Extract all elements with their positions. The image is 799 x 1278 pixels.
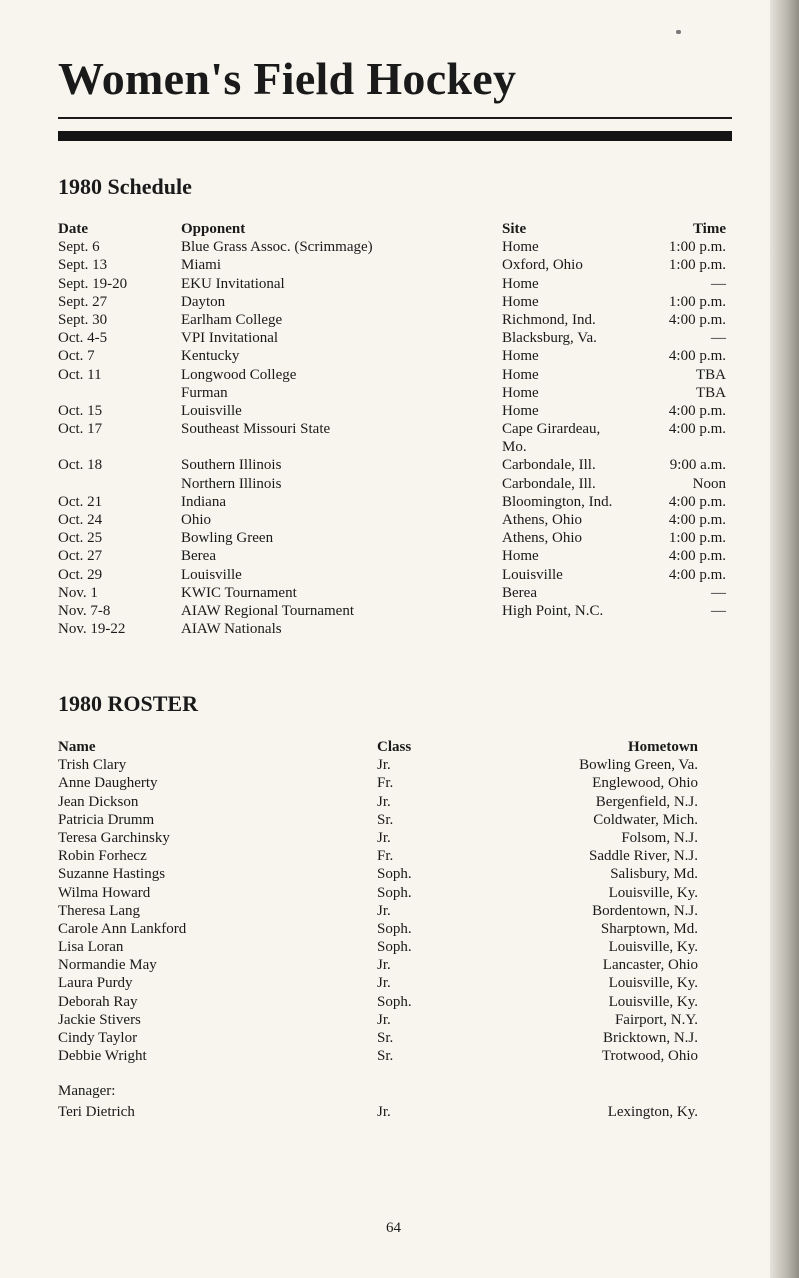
player-name: Deborah Ray [58, 993, 138, 1010]
manager-section [58, 1082, 698, 1121]
schedule-table [58, 220, 726, 638]
schedule-opponent: Southern Illinois [181, 457, 282, 474]
schedule-heading: 1980 Schedule [58, 174, 192, 199]
schedule-row [58, 620, 726, 638]
schedule-site: Louisville [502, 566, 563, 583]
schedule-site: Home [502, 239, 539, 256]
schedule-date: Oct. 7 [58, 348, 95, 365]
roster-row [58, 756, 698, 774]
schedule-date: Nov. 1 [58, 584, 98, 601]
player-name: Jackie Stivers [58, 1011, 141, 1028]
roster-row [58, 1029, 698, 1047]
schedule-date: Oct. 11 [58, 366, 102, 383]
manager-label: Manager: [58, 1083, 116, 1099]
roster-row [58, 865, 698, 883]
schedule-date: Sept. 13 [58, 257, 108, 274]
schedule-site: Home [502, 366, 539, 383]
schedule-opponent: Miami [181, 257, 221, 274]
schedule-row [58, 566, 726, 584]
roster-row [58, 793, 698, 811]
schedule-opponent: Bowling Green [181, 530, 274, 547]
column-header-class: Class [377, 739, 412, 755]
schedule-date: Oct. 17 [58, 421, 103, 438]
schedule-date: Oct. 18 [58, 457, 103, 474]
page-title: Women's Field Hockey [58, 53, 517, 104]
schedule-date: Oct. 27 [58, 548, 103, 565]
player-name: Lisa Loran [58, 939, 124, 956]
schedule-time: 4:00 p.m. [668, 493, 726, 510]
schedule-row [58, 402, 726, 420]
schedule-date: Oct. 21 [58, 493, 103, 510]
player-class: Fr. [377, 775, 394, 792]
player-name: Suzanne Hastings [58, 866, 166, 883]
schedule-opponent: Dayton [181, 293, 226, 310]
schedule-site: Oxford, Ohio [502, 257, 583, 274]
schedule-site: Home [502, 384, 539, 401]
roster-row [58, 920, 698, 938]
schedule-opponent: Louisville [181, 402, 242, 419]
schedule-site: Blacksburg, Va. [502, 330, 597, 347]
player-class: Soph. [377, 939, 412, 956]
schedule-site: Richmond, Ind. [502, 311, 596, 328]
schedule-time: 1:00 p.m. [668, 293, 726, 310]
roster-row [58, 1011, 698, 1029]
manager-class: Jr. [377, 1104, 391, 1120]
column-header-name: Name [58, 739, 96, 755]
schedule-row [58, 293, 726, 311]
column-header-time: Time [692, 221, 726, 237]
schedule-row [58, 256, 726, 274]
schedule-date: Oct. 24 [58, 512, 103, 529]
player-hometown: Coldwater, Mich. [593, 811, 698, 828]
player-hometown: Bricktown, N.J. [603, 1030, 698, 1046]
schedule-site: High Point, N.C. [502, 602, 604, 619]
schedule-date: Sept. 6 [58, 239, 100, 256]
player-class: Jr. [377, 829, 391, 846]
roster-heading: 1980 ROSTER [58, 691, 198, 716]
schedule-time: 4:00 p.m. [668, 402, 726, 419]
schedule-row [58, 238, 726, 256]
schedule-date: Sept. 19-20 [58, 275, 128, 292]
schedule-time: 4:00 p.m. [668, 548, 726, 565]
schedule-date: Oct. 15 [58, 402, 103, 419]
schedule-row [58, 329, 726, 347]
player-name: Laura Purdy [58, 975, 133, 992]
schedule-row [58, 511, 726, 529]
manager-row [58, 1103, 698, 1121]
roster-row [58, 938, 698, 956]
schedule-row [58, 584, 726, 602]
schedule-opponent: EKU Invitational [181, 275, 285, 292]
roster-header-row [58, 738, 698, 756]
schedule-row [58, 456, 726, 474]
schedule-site: Athens, Ohio [502, 512, 582, 529]
player-class: Soph. [377, 866, 412, 883]
roster-row [58, 847, 698, 865]
player-name: Normandie May [58, 957, 157, 974]
schedule-opponent: Longwood College [181, 366, 297, 383]
schedule-time: — [711, 275, 726, 292]
schedule-row [58, 493, 726, 511]
schedule-time: — [711, 584, 726, 601]
schedule-time: — [711, 330, 726, 347]
title-rule-thin [58, 117, 732, 119]
player-hometown: Sharptown, Md. [600, 920, 698, 937]
schedule-opponent: Earlham College [181, 311, 283, 328]
schedule-opponent: Blue Grass Assoc. (Scrimmage) [181, 239, 373, 256]
player-class: Jr. [377, 757, 391, 774]
schedule-opponent: AIAW Nationals [181, 621, 282, 638]
player-class: Sr. [377, 1048, 394, 1065]
schedule-site: Home [502, 348, 539, 365]
player-class: Jr. [377, 975, 391, 992]
schedule-time: Noon [692, 475, 726, 492]
player-name: Trish Clary [58, 757, 127, 774]
schedule-opponent: Northern Illinois [181, 475, 282, 492]
player-class: Soph. [377, 920, 412, 937]
player-name: Teresa Garchinsky [58, 829, 170, 846]
player-name: Anne Daugherty [58, 775, 158, 792]
roster-table [58, 738, 698, 1065]
schedule-site: Home [502, 548, 539, 565]
manager-hometown: Lexington, Ky. [607, 1104, 698, 1120]
schedule-rows [58, 238, 726, 638]
schedule-date: Sept. 27 [58, 293, 108, 310]
player-hometown: Englewood, Ohio [592, 775, 698, 792]
schedule-site: Cape Girardeau, [502, 421, 601, 438]
schedule-site: Carbondale, Ill. [502, 457, 596, 474]
schedule-time: 1:00 p.m. [668, 257, 726, 274]
schedule-time: 4:00 p.m. [668, 348, 726, 365]
column-header-site: Site [502, 221, 527, 237]
player-name: Theresa Lang [58, 902, 141, 919]
roster-row [58, 956, 698, 974]
schedule-time: 1:00 p.m. [668, 239, 726, 256]
player-class: Jr. [377, 957, 391, 974]
player-class: Jr. [377, 1011, 391, 1028]
schedule-header-row [58, 220, 726, 238]
schedule-row [58, 347, 726, 365]
schedule-row [58, 420, 726, 456]
player-hometown: Bowling Green, Va. [579, 757, 698, 774]
player-hometown: Louisville, Ky. [608, 884, 698, 901]
schedule-opponent: Louisville [181, 566, 242, 583]
player-hometown: Lancaster, Ohio [602, 957, 698, 974]
schedule-opponent: VPI Invitational [181, 330, 279, 347]
schedule-site: Home [502, 275, 539, 292]
roster-row [58, 829, 698, 847]
player-name: Carole Ann Lankford [58, 920, 187, 937]
player-name: Cindy Taylor [58, 1030, 138, 1046]
player-hometown: Louisville, Ky. [608, 939, 698, 956]
schedule-time: 1:00 p.m. [668, 530, 726, 547]
title-rule-thick [58, 131, 732, 141]
schedule-opponent: Berea [181, 548, 216, 565]
schedule-opponent: Furman [181, 384, 228, 401]
schedule-time: TBA [696, 366, 726, 383]
player-hometown: Louisville, Ky. [608, 993, 698, 1010]
schedule-site: Athens, Ohio [502, 530, 582, 547]
schedule-site: Home [502, 293, 539, 310]
player-class: Fr. [377, 848, 394, 865]
schedule-time: — [711, 602, 726, 619]
player-hometown: Louisville, Ky. [608, 975, 698, 992]
schedule-opponent: Kentucky [181, 348, 240, 365]
player-hometown: Salisbury, Md. [610, 866, 698, 883]
player-hometown: Bordentown, N.J. [592, 902, 698, 919]
schedule-opponent: KWIC Tournament [181, 584, 297, 601]
column-header-date: Date [58, 221, 88, 237]
schedule-row [58, 311, 726, 329]
schedule-date: Oct. 29 [58, 566, 103, 583]
player-class: Jr. [377, 793, 391, 810]
schedule-time: 4:00 p.m. [668, 421, 726, 438]
player-name: Patricia Drumm [58, 811, 155, 828]
schedule-date: Nov. 7-8 [58, 602, 111, 619]
schedule-time: 4:00 p.m. [668, 311, 726, 328]
schedule-date: Oct. 25 [58, 530, 103, 547]
schedule-row [58, 366, 726, 384]
schedule-opponent: Southeast Missouri State [181, 421, 331, 438]
schedule-row [58, 529, 726, 547]
player-hometown: Folsom, N.J. [621, 829, 698, 846]
roster-row [58, 811, 698, 829]
player-hometown: Saddle River, N.J. [589, 848, 698, 865]
schedule-site: Bloomington, Ind. [502, 493, 613, 510]
schedule-row [58, 602, 726, 620]
schedule-time: 4:00 p.m. [668, 512, 726, 529]
schedule-row [58, 275, 726, 293]
roster-row [58, 1047, 698, 1065]
page-edge [770, 0, 799, 1278]
player-class: Jr. [377, 902, 391, 919]
schedule-row [58, 475, 726, 493]
player-class: Soph. [377, 993, 412, 1010]
player-class: Soph. [377, 884, 412, 901]
player-class: Sr. [377, 1030, 394, 1046]
player-name: Robin Forhecz [58, 848, 147, 865]
schedule-time: 4:00 p.m. [668, 566, 726, 583]
print-speck [676, 30, 681, 34]
player-name: Jean Dickson [58, 793, 139, 810]
player-hometown: Trotwood, Ohio [601, 1048, 698, 1065]
schedule-opponent: AIAW Regional Tournament [181, 602, 354, 619]
schedule-date: Nov. 19-22 [58, 621, 126, 638]
roster-row [58, 884, 698, 902]
roster-row [58, 902, 698, 920]
schedule-row [58, 384, 726, 402]
page-number: 64 [386, 1220, 401, 1236]
schedule-time: 9:00 a.m. [669, 457, 726, 474]
schedule-site: Home [502, 402, 539, 419]
player-name: Wilma Howard [58, 884, 151, 901]
schedule-site-line2: Mo. [502, 439, 527, 456]
roster-rows [58, 756, 698, 1065]
schedule-site: Berea [502, 584, 537, 601]
schedule-date: Oct. 4-5 [58, 330, 108, 347]
player-hometown: Fairport, N.Y. [614, 1011, 698, 1028]
schedule-opponent: Indiana [181, 493, 226, 510]
schedule-time: TBA [696, 384, 726, 401]
column-header-hometown: Hometown [628, 739, 698, 755]
manager-name: Teri Dietrich [58, 1104, 135, 1120]
player-hometown: Bergenfield, N.J. [595, 793, 698, 810]
roster-row [58, 974, 698, 992]
roster-row [58, 774, 698, 792]
player-class: Sr. [377, 811, 394, 828]
player-name: Debbie Wright [58, 1048, 147, 1065]
roster-row [58, 993, 698, 1011]
schedule-opponent: Ohio [181, 512, 211, 529]
schedule-date: Sept. 30 [58, 311, 108, 328]
schedule-row [58, 547, 726, 565]
column-header-opponent: Opponent [181, 221, 246, 237]
schedule-site: Carbondale, Ill. [502, 475, 596, 492]
